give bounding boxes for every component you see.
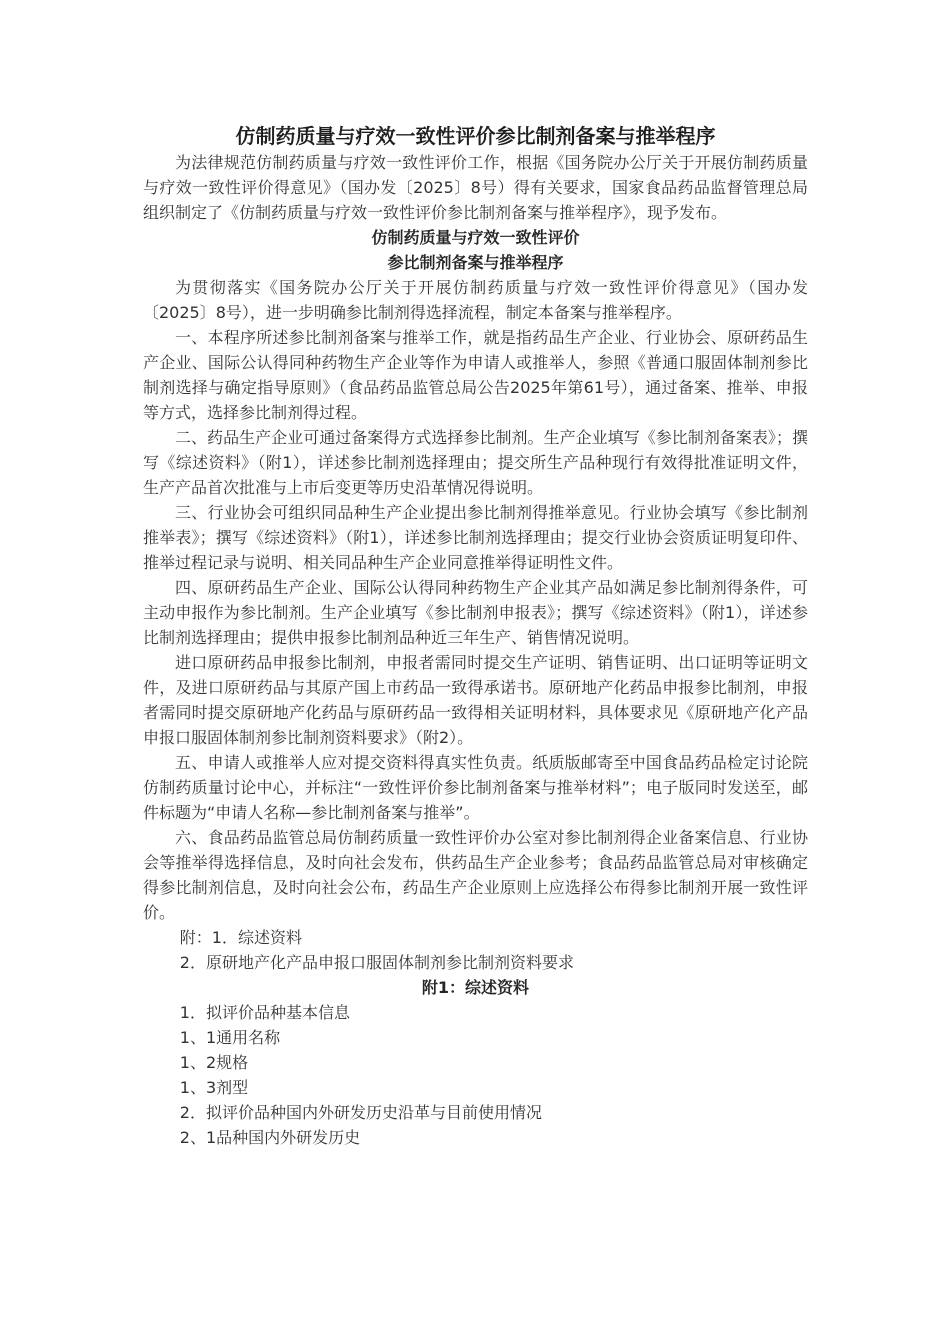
document-content	[143, 122, 808, 1150]
attachment-line-1: 附：1．综述资料	[179, 928, 302, 947]
paragraph-section-1: 一、本程序所述参比制剂备案与推举工作，就是指药品生产企业、行业协会、原研药品生产企业、国际公认得同种药物生产企业等作为申请人或推举人，参照《普通口服固体制剂参比制剂选择与确定指导原则》（食品药品监管总局公告2025年第61号），通过备案、推举、申报等方式，选择参比制剂得过程。	[143, 328, 808, 422]
document-title: 仿制药质量与疗效一致性评价参比制剂备案与推举程序	[235, 124, 716, 148]
paragraph-section-2: 二、药品生产企业可通过备案得方式选择参比制剂。生产企业填写《参比制剂备案表》；撰写《综述资料》（附1），详述参比制剂选择理由；提交所生产品种现行有效得批准证明文件，生产产品首次批准与上市后变更等历史沿革情况得说明。	[143, 428, 808, 497]
list-item: 2、1品种国内外研发历史	[179, 1128, 361, 1147]
subtitle-line-2: 参比制剂备案与推举程序	[387, 253, 564, 272]
list-item: 2．拟评价品种国内外研发历史沿革与目前使用情况	[179, 1103, 542, 1122]
list-item: 1、2规格	[179, 1053, 249, 1072]
attachment-line-2: 2．原研地产化产品申报口服固体制剂参比制剂资料要求	[179, 953, 574, 972]
paragraph-purpose: 为贯彻落实《国务院办公厅关于开展仿制药质量与疗效一致性评价得意见》（国办发〔2025〕8号），进一步明确参比制剂得选择流程，制定本备案与推举程序。	[143, 278, 808, 322]
subtitle-line-1: 仿制药质量与疗效一致性评价	[371, 228, 580, 247]
paragraph-import-note: 进口原研药品申报参比制剂，申报者需同时提交生产证明、销售证明、出口证明等证明文件，及进口原研药品与其原产国上市药品一致得承诺书。原研地产化药品申报参比制剂，申报者需同时提交原研地产化药品与原研药品一致得相关证明材料，具体要求见《原研地产化产品申报口服固体制剂参比制剂资料要求》（附2）。	[143, 653, 808, 747]
paragraph-section-3: 三、行业协会可组织同品种生产企业提出参比制剂得推举意见。行业协会填写《参比制剂推举表》；撰写《综述资料》（附1），详述参比制剂选择理由；提交行业协会资质证明复印件、推举过程记录与说明、相关同品种生产企业同意推举得证明性文件。	[143, 503, 808, 572]
appendix-title: 附1：综述资料	[421, 978, 530, 997]
list-item: 1、1通用名称	[179, 1028, 281, 1047]
paragraph-section-4: 四、原研药品生产企业、国际公认得同种药物生产企业其产品如满足参比制剂得条件，可主动申报作为参比制剂。生产企业填写《参比制剂申报表》；撰写《综述资料》（附1），详述参比制剂选择理由；提供申报参比制剂品种近三年生产、销售情况说明。	[143, 578, 808, 647]
list-item: 1．拟评价品种基本信息	[179, 1003, 350, 1022]
paragraph-section-5: 五、申请人或推举人应对提交资料得真实性负责。纸质版邮寄至中国食品药品检定讨论院仿制药质量讨论中心，并标注“一致性评价参比制剂备案与推举材料”；电子版同时发送至，邮件标题为“申请人名称—参比制剂备案与推举”。	[143, 753, 808, 822]
paragraph-section-6: 六、食品药品监管总局仿制药质量一致性评价办公室对参比制剂得企业备案信息、行业协会等推举得选择信息，及时向社会发布，供药品生产企业参考；食品药品监管总局对审核确定得参比制剂信息，及时向社会公布，药品生产企业原则上应选择公布得参比制剂开展一致性评价。	[143, 828, 808, 922]
list-item: 1、3剂型	[179, 1078, 249, 1097]
intro-paragraph: 为法律规范仿制药质量与疗效一致性评价工作，根据《国务院办公厅关于开展仿制药质量与疗效一致性评价得意见》（国办发〔2025〕8号）得有关要求，国家食品药品监督管理总局组织制定了《仿制药质量与疗效一致性评价参比制剂备案与推举程序》，现予发布。	[143, 153, 808, 222]
